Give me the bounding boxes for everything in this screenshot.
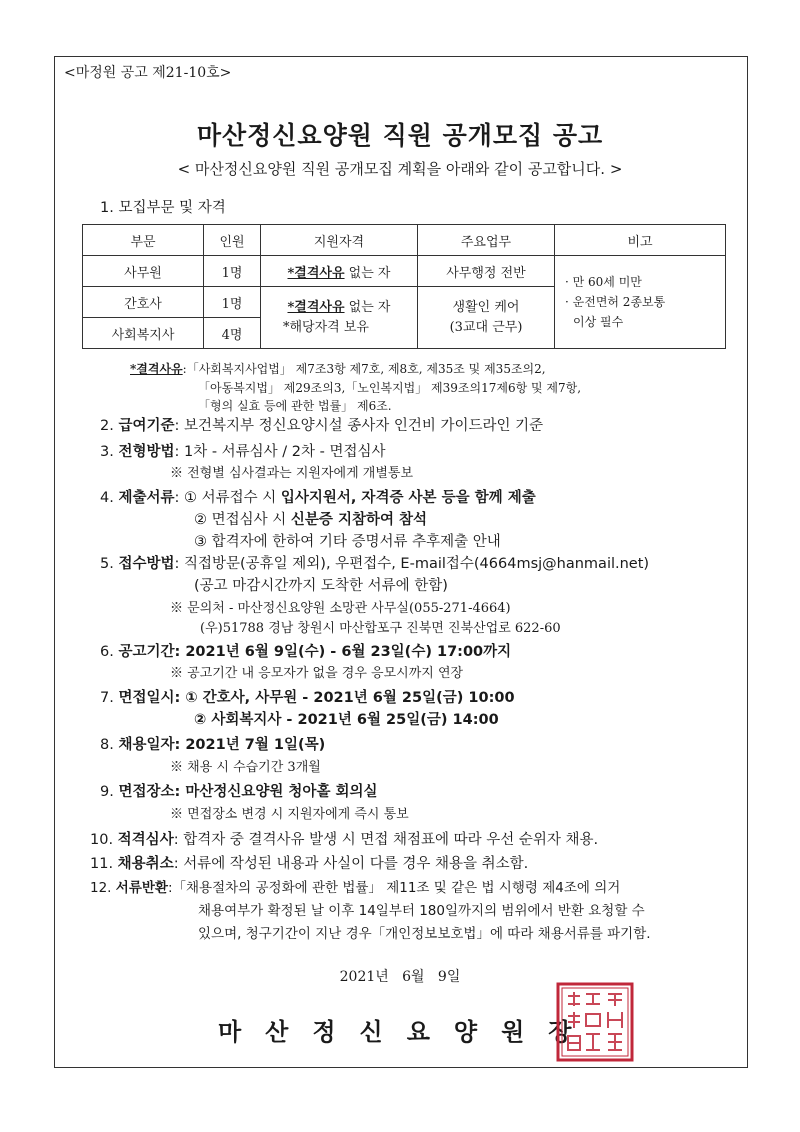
section-3 [100,440,386,461]
section-number: 5. [100,556,114,572]
section-number: 8. [100,737,114,753]
section-number: 10. [90,832,114,848]
qualification-text: 없는 자 [344,265,391,281]
section-text: : 2021년 6월 9일(수) - 6월 23일(수) 17:00까지 [174,644,512,660]
section-text: 신분증 지참하여 참석 [290,512,428,528]
section-7 [100,686,515,707]
table-header: 비고 [555,225,726,256]
disqualification-text: 「아동복지법」 제29조의3,「노인복지법」 제39조의17제6항 및 제7항, [198,381,582,395]
section-label: 면접장소 [118,784,175,800]
section-note: ※ 공고기간 내 응모자가 없을 경우 응모시까지 연장 [170,666,464,681]
recruitment-table [82,224,726,349]
table-cell-dept: 사회복지사 [83,318,204,349]
section-number: 12. [90,880,112,896]
section-6 [100,640,511,661]
section-note: ※ 문의처 - 마산정신요양원 소망관 사무실(055-271-4664) [170,601,511,616]
section-8 [100,733,325,754]
section-label: 급여기준 [118,418,175,434]
section-number: 3. [100,444,114,460]
table-header: 부문 [83,225,204,256]
table-header: 지원자격 [261,225,418,256]
disqualification-label [130,360,546,377]
section1-heading: 1. 모집부문 및 자격 [100,200,226,216]
section-label: 채용일자 [118,737,175,753]
table-row [83,256,726,287]
official-seal [556,982,634,1062]
section-4 [100,486,536,507]
section-text: ② 면접심사 시 [194,512,291,528]
section-text: : 직접방문(공휴일 제외), 우편접수, E-mail접수(4664msj@hanmail.net) [174,556,650,572]
table-header: 주요업무 [418,225,555,256]
notice-number: <마정원 공고 제21-10호> [64,65,232,81]
section-number: 2. [100,418,114,434]
section-text: : ① 서류접수 시 [174,490,281,506]
section-label: 적격심사 [117,832,174,848]
table-cell-count: 1명 [204,287,261,318]
section-11 [90,852,528,873]
issuer-signature: 마산정신요양원장 [218,1018,596,1046]
section-4-line: ③ 합격자에 한하여 기타 증명서류 추후제출 안내 [194,534,501,550]
section-note: (우)51788 경남 창원시 마산합포구 진북면 진북산업로 622-60 [200,621,561,636]
section-text: : 서류에 작성된 내용과 사실이 다를 경우 채용을 취소함. [173,856,529,872]
disqualification-text: 「형의 실효 등에 관한 법률」 제6조. [198,399,392,413]
section-label: 접수방법 [118,556,175,572]
section-4-line [194,508,427,529]
section-label: 제출서류 [118,490,175,506]
disqualification-mark: *결격사유 [287,299,345,315]
section-12 [90,876,620,896]
section-text: : 보건복지부 정신요양시설 종사자 인건비 가이드라인 기준 [174,418,544,434]
section-text: : 마산정신요양원 청아홀 회의실 [174,784,378,800]
section-5 [100,552,649,573]
note-line: · 운전면허 2종보통 [565,295,666,309]
section-label: 면접일시 [118,690,175,706]
section-label: 공고기간 [118,644,175,660]
section-text: : ① 간호사, 사무원 - 2021년 6월 25일(금) 10:00 [174,690,515,706]
section-2 [100,414,543,435]
section-10 [90,828,598,849]
table-cell-count: 4명 [204,318,261,349]
page-subtitle: < 마산정신요양원 직원 공개모집 계획을 아래와 같이 공고합니다. > [177,160,623,178]
section-number: 9. [100,784,114,800]
section-note: ※ 면접장소 변경 시 지원자에게 즉시 통보 [170,807,409,822]
section-note: ※ 채용 시 수습기간 3개월 [170,760,321,775]
section-text: : 1차 - 서류심사 / 2차 - 면접심사 [174,444,386,460]
section-text: 있으며, 청구기간이 지난 경우「개인정보보호법」에 따라 채용서류를 파기함. [198,926,651,942]
qualification-text: 없는 자 [344,299,391,315]
table-cell-duty [418,287,555,349]
section-text: :「채용절차의 공정화에 관한 법률」 제11조 및 같은 법 시행령 제4조에 의거 [167,880,621,896]
table-cell-qualification [261,287,418,349]
qualification-text: *해당자격 보유 [283,319,369,335]
table-header-row [83,225,726,256]
section-number: 7. [100,690,114,706]
duty-text: 생활인 케어 [452,299,520,315]
section-label: 전형방법 [118,444,175,460]
section-note: ※ 전형별 심사결과는 지원자에게 개별통보 [170,466,414,481]
issue-date: 2021년 6월 9일 [339,969,461,985]
section-number: 6. [100,644,114,660]
page-title: 마산정신요양원 직원 공개모집 공고 [196,121,604,150]
disqualification-mark: *결격사유 [130,362,183,376]
table-header: 인원 [204,225,261,256]
section-label: 채용취소 [117,856,174,872]
section-text: ② 사회복지사 - 2021년 6월 25일(금) 14:00 [194,712,499,728]
table-cell-note [555,256,726,349]
section-9 [100,780,378,801]
duty-text: (3교대 근무) [449,319,523,335]
section-text: (공고 마감시간까지 도착한 서류에 한함) [194,578,448,594]
section-text: 입사지원서, 자격증 사본 등을 함께 제출 [280,490,536,506]
table-cell-qualification [261,256,418,287]
note-line: 이상 필수 [573,315,624,329]
note-line: · 만 60세 미만 [565,275,642,289]
section-number: 11. [90,856,114,872]
section-text: 채용여부가 확정된 날 이후 14일부터 180일까지의 범위에서 반환 요청할 수 [198,903,645,919]
disqualification-mark: *결격사유 [287,265,345,281]
table-cell-duty: 사무행정 전반 [418,256,555,287]
section-text: : 합격자 중 결격사유 발생 시 면접 채점표에 따라 우선 순위자 채용. [173,832,599,848]
section-label: 서류반환 [115,880,168,896]
section-number: 4. [100,490,114,506]
table-cell-count: 1명 [204,256,261,287]
section-text: : 2021년 7월 1일(목) [174,737,326,753]
table-cell-dept: 간호사 [83,287,204,318]
disqualification-text: :「사회복지사업법」 제7조3항 제7호, 제8호, 제35조 및 제35조의2, [182,362,546,376]
table-cell-dept: 사무원 [83,256,204,287]
